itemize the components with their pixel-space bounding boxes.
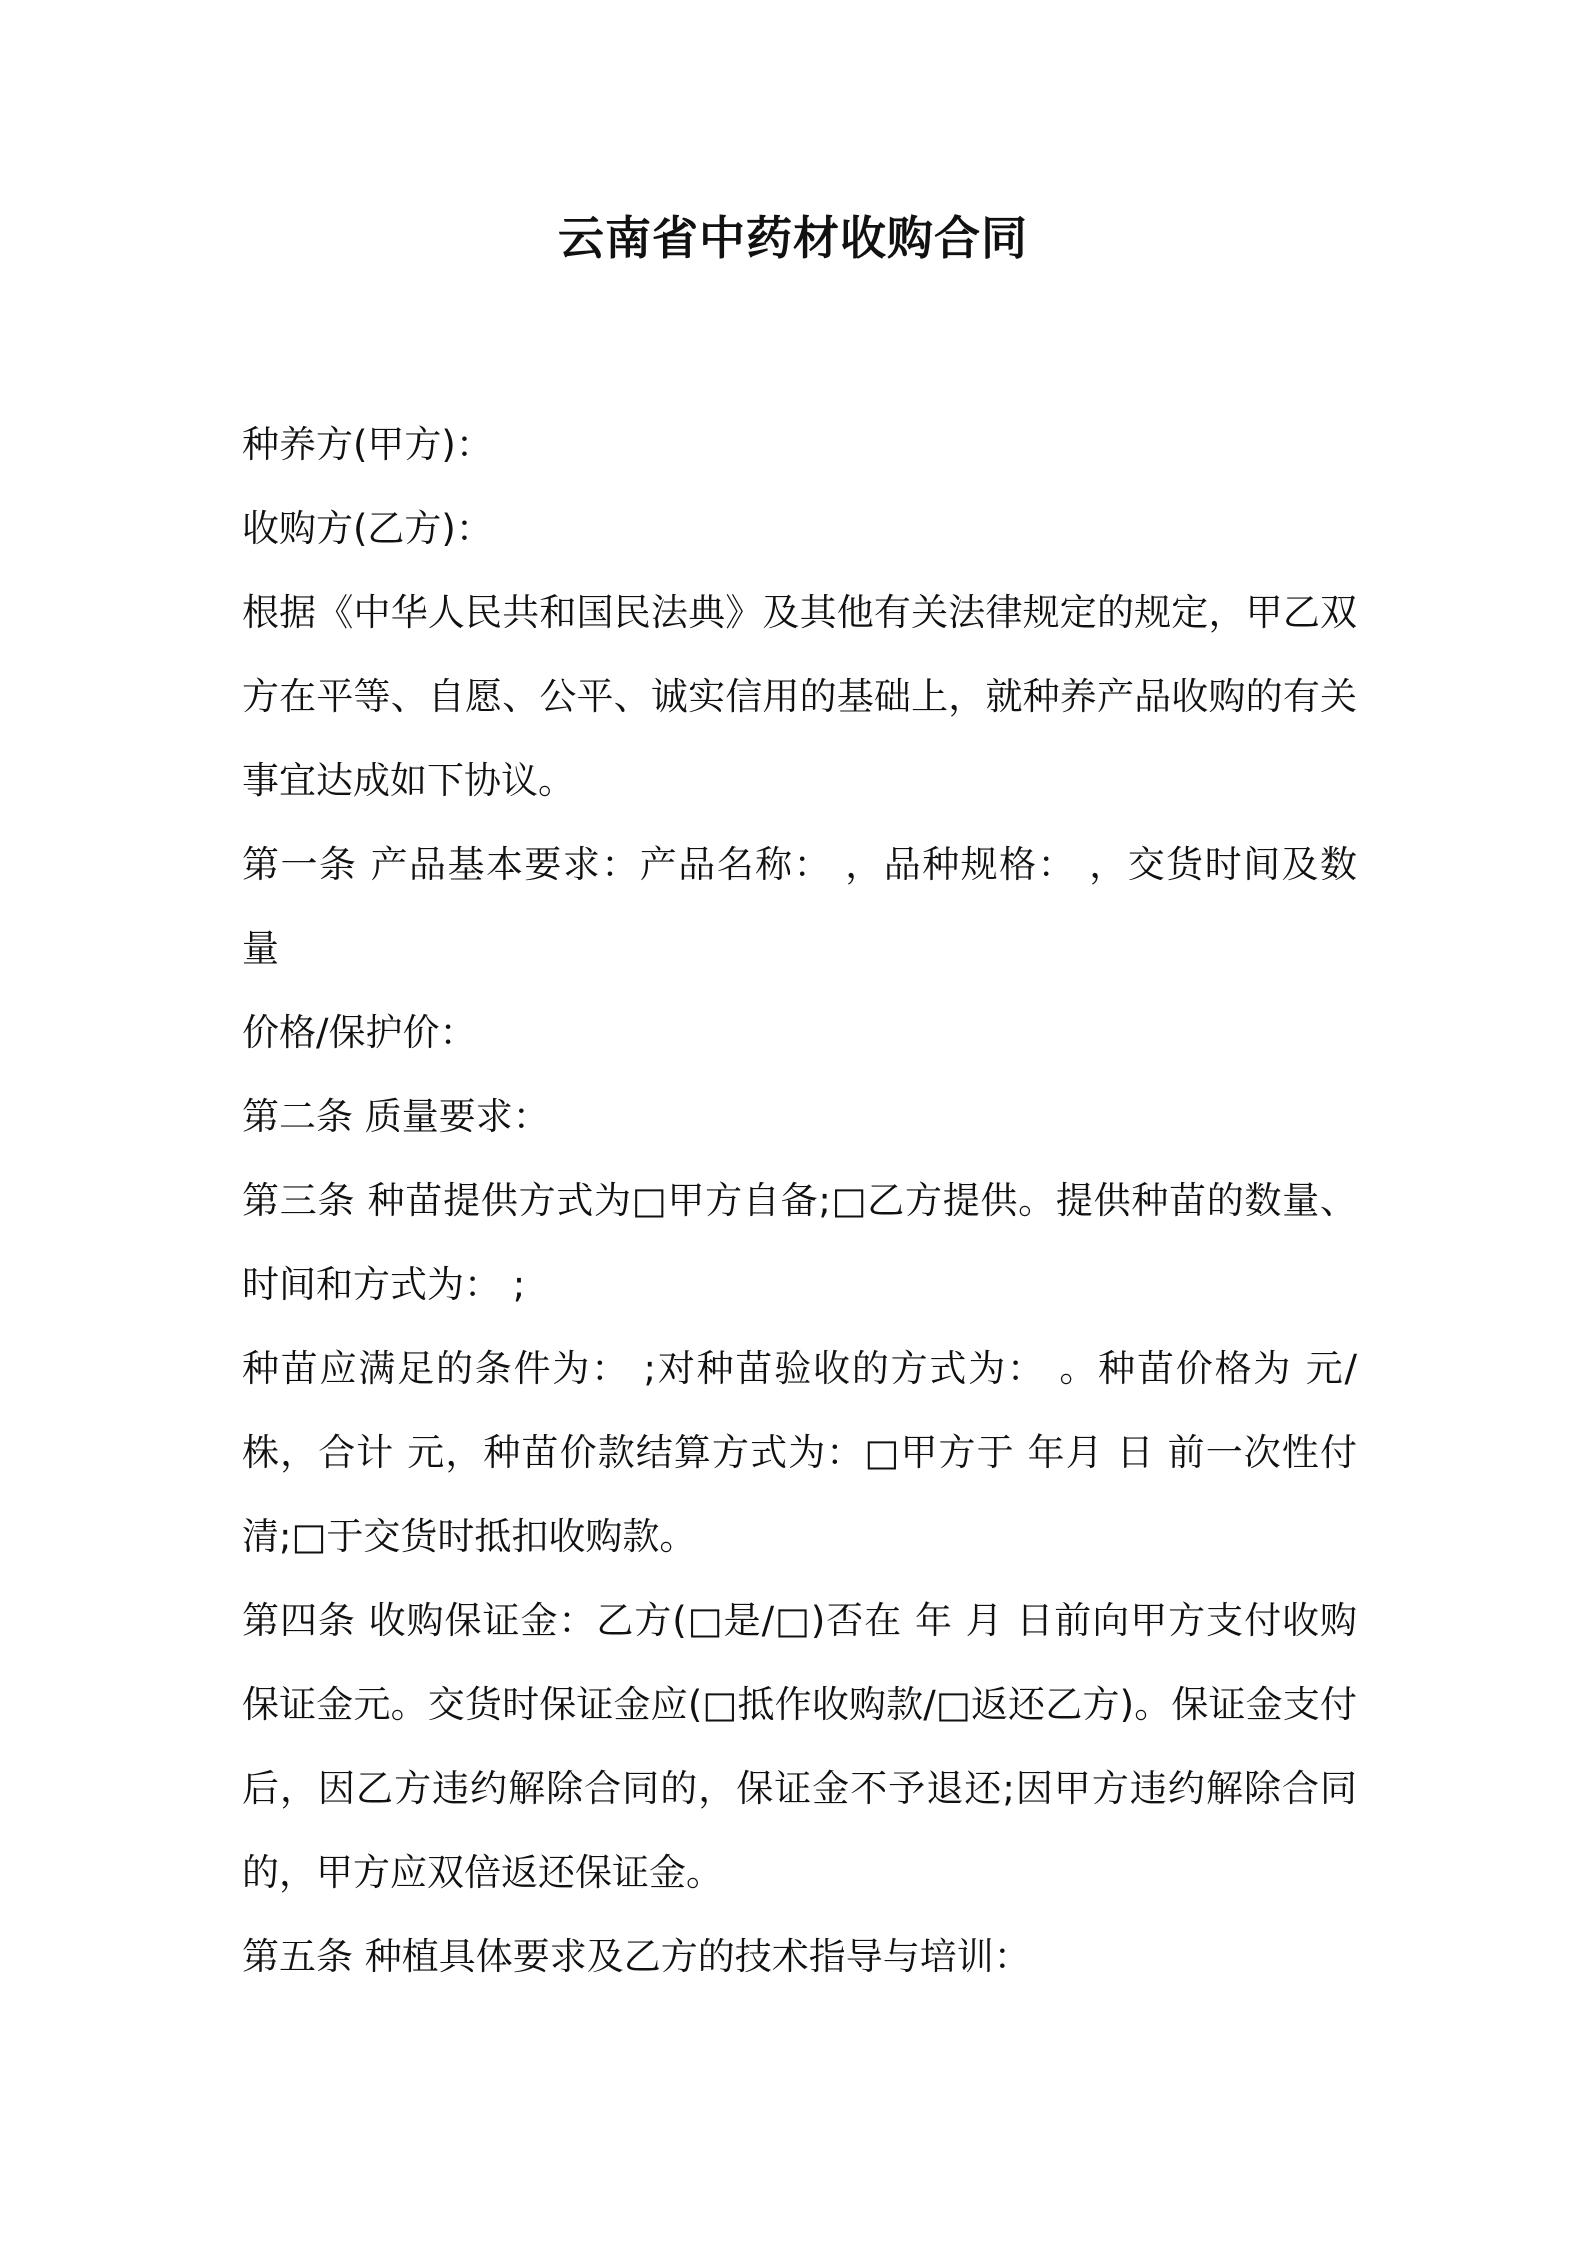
text-line: 的，甲方应双倍返还保证金。 — [242, 1851, 723, 1894]
text-line: 量 — [242, 927, 279, 970]
text-line: 株，合计 元，种苗价款结算方式为：□甲方于 年月 日 前一次性付 — [242, 1431, 1357, 1474]
text-line: 收购方(乙方)： — [242, 507, 493, 550]
text-line: 清;□于交货时抵扣收购款。 — [242, 1515, 697, 1558]
text-line: 种苗应满足的条件为： ;对种苗验收的方式为： 。种苗价格为 元/ — [242, 1347, 1357, 1390]
text-line: 种养方(甲方)： — [242, 423, 493, 466]
text-line: 第四条 收购保证金：乙方(□是/□)否在 年 月 日前向甲方支付收购 — [242, 1599, 1357, 1642]
text-line: 后，因乙方违约解除合同的，保证金不予退还;因甲方违约解除合同 — [242, 1767, 1357, 1810]
text-line: 事宜达成如下协议。 — [242, 759, 575, 802]
document-body — [242, 403, 1357, 1999]
text-line: 第五条 种植具体要求及乙方的技术指导与培训： — [242, 1935, 1031, 1978]
document-title: 云南省中药材收购合同 — [558, 211, 1028, 265]
text-line: 方在平等、自愿、公平、诚实信用的基础上，就种养产品收购的有关 — [242, 675, 1357, 718]
text-line: 根据《中华人民共和国民法典》及其他有关法律规定的规定，甲乙双 — [242, 591, 1357, 634]
text-line: 第二条 质量要求： — [242, 1095, 550, 1138]
text-line: 保证金元。交货时保证金应(□抵作收购款/□返还乙方)。保证金支付 — [242, 1683, 1357, 1726]
text-line: 价格/保护价： — [242, 1011, 477, 1054]
text-line: 第三条 种苗提供方式为□甲方自备;□乙方提供。提供种苗的数量、 — [242, 1179, 1357, 1222]
text-line: 时间和方式为： ; — [242, 1263, 526, 1306]
text-line: 第一条 产品基本要求：产品名称： ，品种规格： ，交货时间及数 — [242, 843, 1357, 886]
